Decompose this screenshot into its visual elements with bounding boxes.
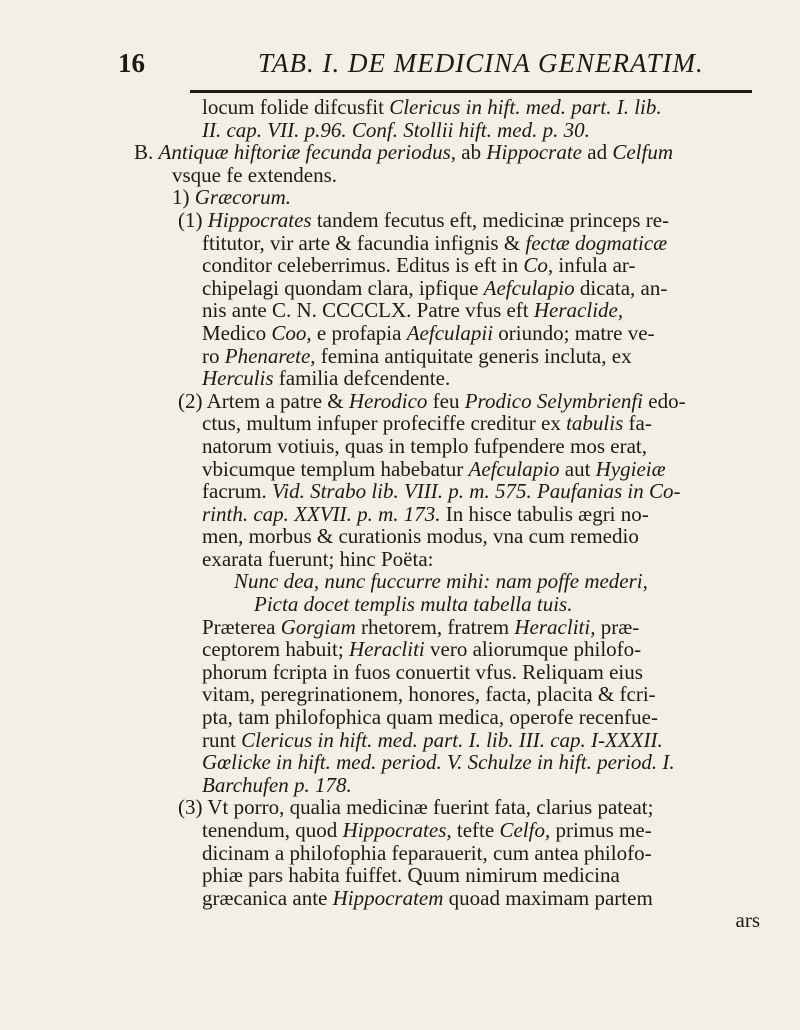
paragraph-3-line: tenendum, quod Hippocrates, tefte Celfo, primus me- xyxy=(202,818,652,842)
paragraph-2-line: Præterea Gorgiam rhetorem, fratrem Heracliti, præ- xyxy=(202,614,640,639)
text-line: vsque fe extendens. xyxy=(172,162,338,187)
paragraph-2-line: phorum fcripta in fuos conuertit vfus. Reliquam eius xyxy=(202,659,643,684)
paragraph-1-line: conditor celeberrimus. Editus is eft in Co, infula ar- xyxy=(202,253,636,278)
paragraph-2-line: facrum. Vid. Strabo lib. VIII. p. m. 575. Paufanias in Co- xyxy=(202,479,681,504)
paragraph-3-line: dicinam a philofophia feparauerit, cum antea philofo- xyxy=(202,840,652,865)
paragraph-1-line: (1) Hippocrates tandem fecutus eft, medicinæ princeps re- xyxy=(178,207,670,232)
paragraph-2-line: men, morbus & curationis modus, vna cum remedio xyxy=(202,524,639,549)
catchword: ars xyxy=(735,908,760,933)
paragraph-1-line: ro Phenarete, femina antiquitate generis incluta, ex xyxy=(202,343,632,368)
body-text xyxy=(134,95,762,933)
paragraph-2-line: pta, tam philofophica quam medica, operofe recenfue- xyxy=(202,705,658,730)
paragraph-1-line: nis ante C. N. CCCCLX. Patre vfus eft Heraclide, xyxy=(202,298,624,323)
section-heading-b: B. Antiquæ hiftoriæ fecunda periodus, ab Hippocrate ad Celfum xyxy=(134,140,673,165)
paragraph-2-line: (2) Artem a patre & Herodico feu Prodico Selymbrienfi edo- xyxy=(178,388,686,413)
paragraph-1-line: Medico Coo, e profapia Aefculapii oriundo; matre ve- xyxy=(202,320,655,345)
verse-line: Nunc dea, nunc fuccurre mihi: nam poffe mederi, xyxy=(234,569,648,594)
paragraph-2-line: ceptorem habuit; Heracliti vero aliorumque philofo- xyxy=(202,637,642,662)
text-line: locum folide difcusfit Clericus in hift. med. part. I. lib. xyxy=(202,95,662,119)
page-number: 16 xyxy=(118,48,145,78)
paragraph-2-line: Barchufen p. 178. xyxy=(202,772,352,797)
paragraph-2-line: ctus, multum infuper profeciffe creditur ex tabulis fa- xyxy=(202,411,652,436)
paragraph-2-line: vbicumque templum habebatur Aefculapio aut Hygieiæ xyxy=(202,456,666,481)
page-header xyxy=(118,48,758,88)
header-rule xyxy=(190,90,752,93)
paragraph-2-line: exarata fuerunt; hinc Poëta: xyxy=(202,546,434,571)
paragraph-2-line: rinth. cap. XXVII. p. m. 173. In hisce tabulis ægri no- xyxy=(202,501,649,526)
paragraph-3-line: (3) Vt porro, qualia medicinæ fuerint fata, clarius pateat; xyxy=(178,795,654,820)
verse-line: Picta docet templis multa tabella tuis. xyxy=(254,592,573,617)
text-line: II. cap. VII. p.96. Conf. Stollii hift. med. p. 30. xyxy=(202,117,590,142)
paragraph-3-line: græcanica ante Hippocratem quoad maximam partem xyxy=(202,885,653,910)
running-head: TAB. I. DE MEDICINA GENERATIM. xyxy=(258,48,704,78)
paragraph-1-line: Herculis familia defcendente. xyxy=(202,366,451,391)
paragraph-3-line: phiæ pars habita fuiffet. Quum nimirum medicina xyxy=(202,863,620,888)
paragraph-1-line: chipelagi quondam clara, ipfique Aefculapio dicata, an- xyxy=(202,275,668,300)
subheading-graecorum: 1) Græcorum. xyxy=(172,185,292,210)
paragraph-2-line: vitam, peregrinationem, honores, facta, placita & fcri- xyxy=(202,682,656,707)
paragraph-1-line: ftitutor, vir arte & facundia infignis & fectæ dogmaticæ xyxy=(202,230,668,255)
paragraph-2-line: Gœlicke in hift. med. period. V. Schulze in hift. period. I. xyxy=(202,750,675,775)
paragraph-2-line: runt Clericus in hift. med. part. I. lib. III. cap. I-XXXII. xyxy=(202,727,663,752)
paragraph-2-line: natorum votiuis, quas in templo fufpendere mos erat, xyxy=(202,433,647,458)
